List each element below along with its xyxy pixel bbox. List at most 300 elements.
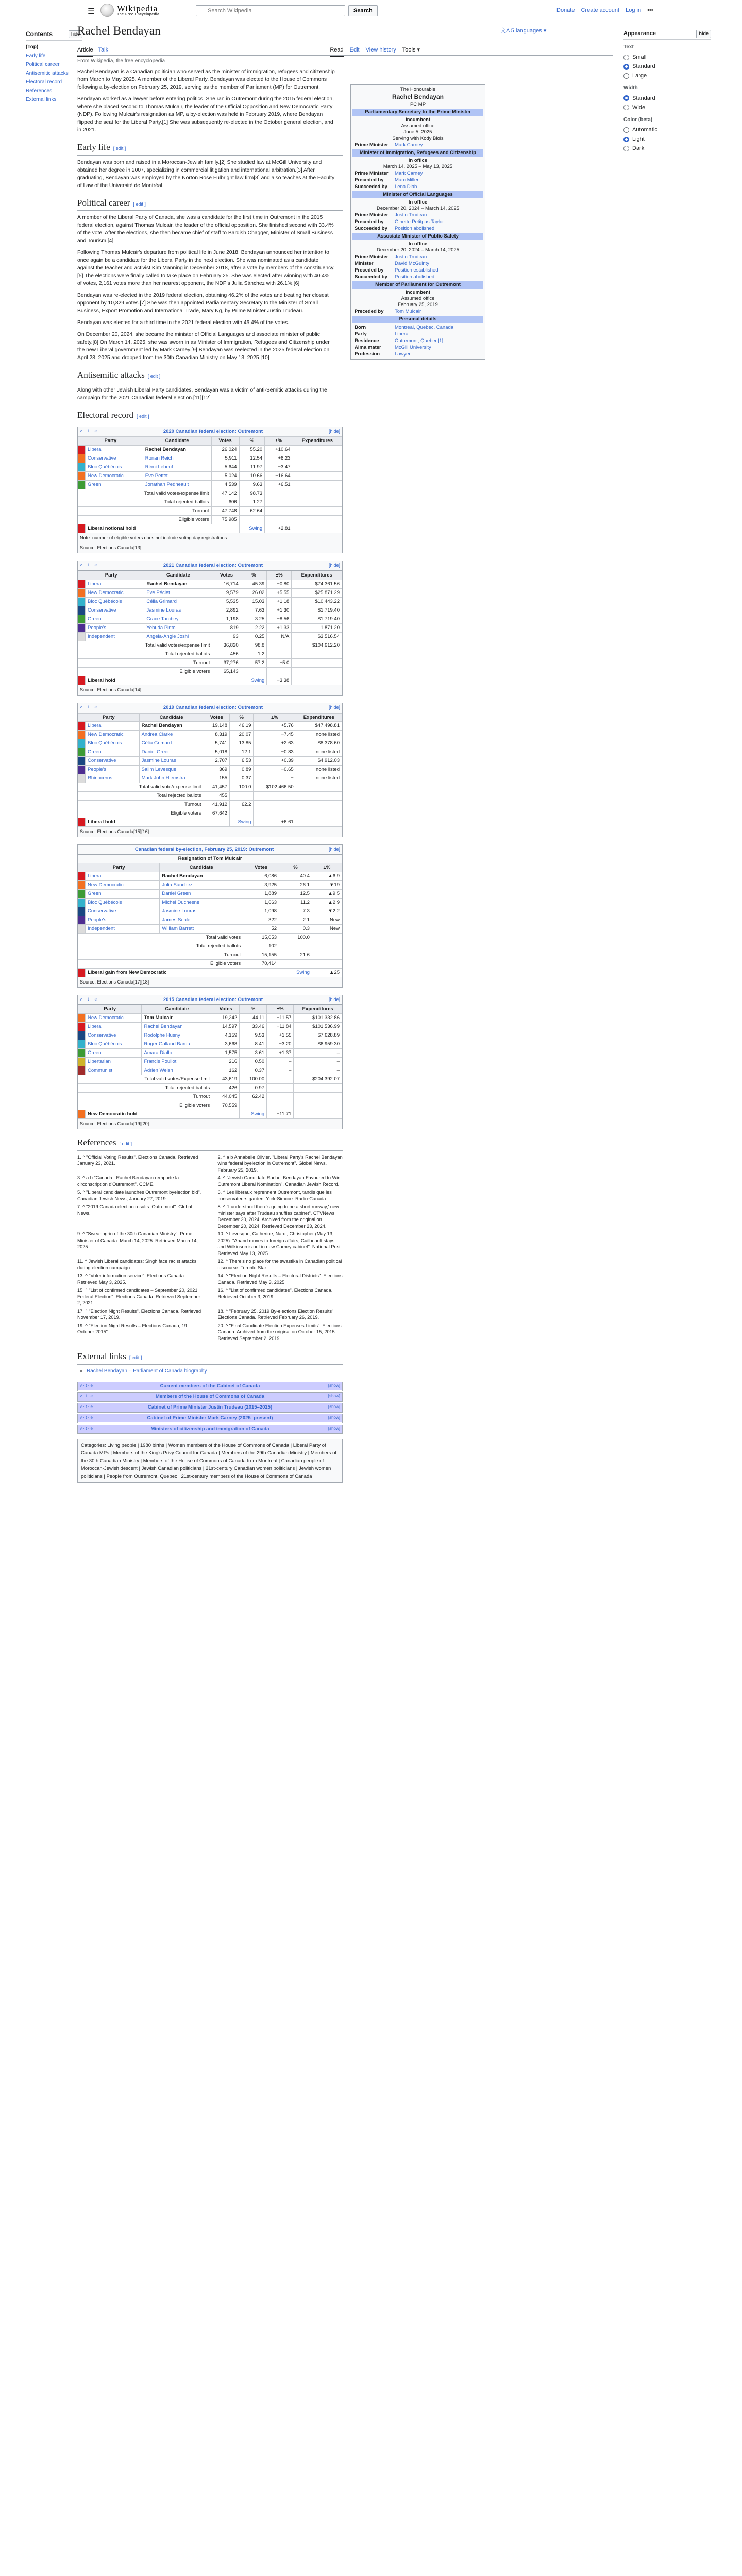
edit-link[interactable]: [ edit ] — [113, 146, 126, 151]
column-header: Party — [78, 713, 140, 722]
toc-item[interactable]: (Top) — [26, 44, 39, 50]
candidate-name[interactable]: Jasmine Louras — [144, 606, 212, 615]
summary-row — [78, 516, 342, 524]
tab-read[interactable]: Read — [330, 46, 343, 57]
radio-option[interactable] — [623, 94, 711, 103]
site-header — [0, 0, 742, 21]
election-source[interactable]: Source: Elections Canada[17][18] — [80, 979, 149, 985]
infobox-section-header: Parliamentary Secretary to the Prime Minister — [352, 109, 483, 116]
infobox-value[interactable]: Justin Trudeau — [395, 254, 427, 260]
candidate-name[interactable]: Angela-Angie Joshi — [144, 632, 212, 641]
width-label: Width — [623, 85, 638, 91]
party-name[interactable]: Liberal — [86, 872, 160, 880]
vte-links[interactable]: v · t · e — [80, 1426, 93, 1431]
election-source[interactable]: Source: Elections Canada[13] — [80, 545, 142, 551]
toc-item[interactable]: Early life — [26, 53, 46, 59]
candidate-name[interactable]: Daniel Green — [160, 889, 243, 898]
summary-value: $204,392.07 — [294, 1075, 342, 1084]
infobox-value[interactable]: Mark Carney — [395, 171, 423, 177]
radio-icon[interactable] — [623, 127, 629, 133]
external-link[interactable]: Rachel Bendayan – Parliament of Canada biography — [87, 1368, 207, 1375]
tab-article[interactable]: Article — [77, 46, 93, 57]
candidate-name[interactable]: Adrien Welsh — [142, 1066, 212, 1075]
party-name[interactable]: Bloc Québécois — [86, 1040, 142, 1049]
radio-option[interactable] — [623, 103, 711, 112]
summary-value: 102 — [243, 942, 279, 951]
login-link[interactable]: Log in — [626, 7, 642, 13]
party-name[interactable]: Liberal — [86, 722, 140, 731]
main-menu-icon[interactable]: ☰ — [88, 7, 95, 16]
candidate-name[interactable]: Rachel Bendayan — [142, 1023, 212, 1031]
hold-row — [78, 968, 342, 977]
toc-item[interactable]: Electoral record — [26, 79, 62, 86]
summary-label: Total rejected ballots — [78, 498, 212, 507]
table-cell: ▲2.9 — [312, 898, 342, 907]
candidate-name[interactable]: Amara Diallo — [142, 1049, 212, 1058]
reference-item[interactable]: 8. ^ "I understand there's going to be a short runway,' new minister says after Trudeau shuffles cabinet". CTVNews. December 20, 2024. Archived from the original on December 20, 2024. Retrieved December 23, 2024. — [217, 1204, 339, 1229]
radio-icon[interactable] — [623, 137, 629, 142]
party-name[interactable]: Green — [86, 1049, 142, 1058]
table-cell: none listed — [296, 748, 342, 757]
candidate-name[interactable]: Andrea Clarke — [139, 731, 204, 739]
party-name[interactable]: Bloc Québécois — [86, 739, 140, 748]
reference-item[interactable]: 14. ^ "Election Night Results – Electoral Districts". Elections Canada. Retrieved May 3, 2025. — [217, 1273, 343, 1285]
edit-link[interactable]: [ edit ] — [137, 413, 149, 419]
radio-icon[interactable] — [623, 64, 629, 70]
infobox-value[interactable]: Liberal — [395, 331, 410, 337]
swing-label[interactable]: Swing — [239, 524, 265, 533]
candidate-name[interactable]: Jonathan Pedneault — [143, 481, 211, 489]
party-color-swatch — [78, 676, 86, 685]
election-title[interactable]: 2021 Canadian federal election: Outremont — [163, 563, 263, 569]
reference-item[interactable]: 20. ^ "Final Candidate Election Expenses Limits". Elections Canada. Archived from the original on October 15, 2015. Retrieved September 2, 2019. — [217, 1323, 342, 1341]
reference-item[interactable]: 12. ^ There's no place for the swastika in Canadian political discourse. Toronto Star — [217, 1259, 342, 1270]
party-name[interactable]: New Democratic — [86, 731, 140, 739]
table-cell: +1.37 — [267, 1049, 294, 1058]
infobox-key: Succeeded by — [355, 274, 387, 280]
party-name[interactable]: New Democratic — [86, 472, 143, 481]
candidate-name[interactable]: Rachel Bendayan — [144, 580, 212, 588]
page-title: Rachel Bendayan — [77, 24, 161, 37]
election-caption — [78, 995, 342, 1005]
party-name[interactable]: Conservative — [86, 606, 144, 615]
reference-item[interactable]: 2. ^ a b Annabelle Olivier. "Liberal Party's Rachel Bendayan wins federal byelection in Outremont". Global News, February 25, 2019. — [217, 1154, 343, 1173]
table-cell: – — [294, 1049, 342, 1058]
column-header: ±% — [267, 571, 292, 580]
infobox-value[interactable]: McGill University — [395, 345, 431, 351]
tab-history[interactable]: View history — [365, 47, 396, 53]
reference-item[interactable]: 1. ^ "Official Voting Results". Elections Canada. Retrieved January 23, 2021. — [77, 1154, 198, 1166]
radio-icon[interactable] — [623, 55, 629, 60]
navbox-title[interactable]: Current members of the Cabinet of Canada — [160, 1383, 260, 1389]
summary-value: 75,985 — [211, 516, 239, 524]
summary-value: 1.2 — [241, 650, 267, 658]
table-cell: 0.37 — [240, 1066, 267, 1075]
table-cell: 216 — [212, 1058, 240, 1066]
column-header: % — [240, 1005, 267, 1014]
summary-row — [78, 933, 342, 942]
summary-label: Turnout — [78, 801, 204, 809]
table-cell: $4,912.03 — [296, 757, 342, 766]
more-options-icon[interactable]: ••• — [647, 7, 653, 13]
toc-item[interactable]: Political career — [26, 62, 60, 68]
infobox-row — [352, 212, 483, 218]
reference-item[interactable]: 10. ^ Levesque, Catherine; Nardi, Christopher (May 13, 2025). "Anand moves to foreign affairs, Guilbeault stays and Wilkinson is out in new Carney cabinet". National Post. Retrieved May 13, 2025. — [217, 1231, 342, 1256]
vte-links[interactable]: v · t · e — [80, 704, 97, 709]
table-cell: 26.1 — [279, 880, 312, 889]
summary-row — [78, 658, 342, 667]
hold-row — [78, 818, 342, 827]
radio-icon[interactable] — [623, 105, 629, 110]
infobox-row — [352, 274, 483, 280]
swing-label[interactable]: Swing — [230, 818, 254, 827]
table-cell — [293, 446, 342, 454]
infobox-date: June 5, 2025 — [403, 129, 432, 135]
reference-item[interactable]: 18. ^ "February 25, 2019 By-elections Election Results". Elections Canada. Retrieved February 26, 2019. — [217, 1308, 335, 1320]
summary-value: $102,466.50 — [254, 783, 296, 792]
navbox-show-button[interactable]: [show] — [328, 1404, 340, 1410]
hold-row — [78, 1110, 342, 1119]
party-name[interactable]: People's — [86, 623, 144, 632]
candidate-name[interactable]: Grace Tarabey — [144, 615, 212, 623]
party-name[interactable]: Green — [86, 889, 160, 898]
radio-icon[interactable] — [623, 146, 629, 151]
infobox-value[interactable]: Position abolished — [395, 226, 435, 232]
column-header: Votes — [211, 437, 239, 446]
infobox-section-header: Minister of Official Languages — [352, 191, 483, 198]
table-cell: N/A — [267, 632, 292, 641]
radio-option[interactable] — [623, 144, 711, 153]
tab-edit[interactable]: Edit — [349, 47, 360, 53]
candidate-name[interactable]: William Barrett — [160, 924, 243, 933]
candidate-name[interactable]: James Seale — [160, 916, 243, 924]
candidate-name[interactable]: Salim Levesque — [139, 766, 204, 774]
navbox-show-button[interactable]: [show] — [328, 1394, 340, 1399]
party-name[interactable]: Rhinoceros — [86, 774, 140, 783]
heading-early-life: Early life [ edit ] — [77, 141, 343, 156]
hide-button[interactable]: [hide] — [328, 846, 340, 852]
navbox-title[interactable]: Cabinet of Prime Minister Mark Carney (2025–present) — [147, 1415, 273, 1421]
summary-value: 62.64 — [239, 507, 265, 516]
summary-value: 100.0 — [230, 783, 254, 792]
results-table — [78, 436, 342, 533]
party-name[interactable]: Green — [86, 481, 143, 489]
infobox-value[interactable]: Montreal, Quebec, Canada — [395, 325, 454, 331]
party-name[interactable]: Libertarian — [86, 1058, 142, 1066]
radio-icon[interactable] — [623, 73, 629, 79]
candidate-name[interactable]: Jasmine Louras — [139, 757, 204, 766]
party-name[interactable]: Independent — [86, 924, 160, 933]
reference-item[interactable]: 16. ^ "List of confirmed candidates". Elections Canada. Retrieved October 3, 2019. — [217, 1287, 333, 1299]
radio-option[interactable] — [623, 53, 711, 62]
infobox-value[interactable]: Lawyer — [395, 351, 411, 358]
radio-option[interactable] — [623, 71, 711, 80]
vte-links[interactable]: v · t · e — [80, 996, 97, 1002]
infobox-value[interactable]: David McGuinty — [395, 261, 430, 267]
hold-empty — [294, 1110, 342, 1119]
search-button[interactable]: Search — [348, 5, 378, 16]
toc-item[interactable]: References — [26, 88, 53, 94]
reference-item[interactable]: 15. ^ "List of confirmed candidates – September 20, 2021 Federal Election". Elections Canada. Retrieved September 2, 2021. — [77, 1287, 200, 1306]
navbox-show-button[interactable]: [show] — [328, 1383, 340, 1388]
party-name[interactable]: Conservative — [86, 757, 140, 766]
infobox-row — [352, 337, 483, 344]
table-cell: 4,159 — [212, 1031, 240, 1040]
candidate-name[interactable]: Roger Galland Barou — [142, 1040, 212, 1049]
infobox-value[interactable]: Mark Carney — [395, 142, 423, 148]
hold-empty — [292, 676, 342, 685]
infobox-date: Serving with Kody Blois — [392, 135, 444, 142]
table-cell: $74,361.56 — [292, 580, 342, 588]
reference-item[interactable]: 3. ^ a b "Canada : Rachel Bendayan remporte la circonscription d'Outremont". CCME. — [77, 1175, 179, 1187]
category-links[interactable]: Categories: Living people | 1980 births | Women members of the House of Commons of Canada | Liberal Party of Canada MPs | Members of the King's Privy Council for Canada | Members of the 29th Canadian Ministry | Members of the 30th Canadian Ministry | Members of the House of Commons of Canada from Montreal | Canadian people of Moroccan-Jewish descent | Jewish Canadian politicians | 21st-century Canadian women politicians | Jewish women politicians | People from Outremont, Quebec | 21st-century members of the House of Commons of Canada — [77, 1439, 343, 1483]
reference-item[interactable]: 13. ^ "Voter information service". Elections Canada. Retrieved May 3, 2025. — [77, 1273, 185, 1285]
infobox-date: March 14, 2025 – May 13, 2025 — [383, 164, 453, 170]
navbox-title[interactable]: Members of the House of Commons of Canada — [155, 1394, 265, 1400]
table-cell: −0.83 — [254, 748, 296, 757]
party-name[interactable]: Communist — [86, 1066, 142, 1075]
reference-item[interactable]: 6. ^ Les libéraux reprennent Outremont, tandis que les conservateurs gardent York-Simcoe. Radio-Canada. — [217, 1190, 332, 1201]
infobox-value[interactable]: Justin Trudeau — [395, 212, 427, 218]
reference-item[interactable]: 19. ^ "Election Night Results – Elections Canada, 19 October 2015". — [77, 1323, 187, 1335]
hold-label: Liberal hold — [86, 676, 241, 685]
table-cell: 0.25 — [241, 632, 267, 641]
party-name[interactable]: Bloc Québécois — [86, 463, 143, 472]
infobox-key: Prime Minister — [355, 254, 389, 260]
infobox-key: Preceded by — [355, 219, 384, 225]
summary-label: Total valid votes — [78, 933, 243, 942]
column-header: Party — [78, 571, 144, 580]
party-name[interactable]: New Democratic — [86, 880, 160, 889]
party-name[interactable]: Liberal — [86, 580, 144, 588]
candidate-name[interactable]: Julia Sánchez — [160, 880, 243, 889]
candidate-name[interactable]: Eve Péclet — [144, 588, 212, 597]
table-cell: 3.25 — [241, 615, 267, 623]
party-color-swatch — [78, 722, 86, 731]
table-cell: +6.51 — [265, 481, 293, 489]
candidate-name[interactable]: Rachel Bendayan — [160, 872, 243, 880]
wikipedia-logo[interactable] — [100, 4, 159, 17]
appearance-hide-button[interactable]: hide — [696, 30, 711, 38]
candidate-name[interactable]: Francis Pouliot — [142, 1058, 212, 1066]
infobox-value[interactable]: Position abolished — [395, 274, 435, 280]
table-row — [78, 1066, 342, 1075]
table-cell: +0.39 — [254, 757, 296, 766]
election-source[interactable]: Source: Elections Canada[14] — [80, 687, 142, 692]
reference-item[interactable]: 7. ^ "2019 Canada election results: Outremont". Global News. — [77, 1204, 192, 1216]
radio-option[interactable] — [623, 125, 711, 134]
tagline: The Free Encyclopedia — [117, 13, 160, 16]
party-name[interactable]: People's — [86, 766, 140, 774]
table-cell: +6.23 — [265, 454, 293, 463]
career-paragraph: A member of the Liberal Party of Canada, she was a candidate for the first time in Outremont in the 2015 federal election, against Thomas Mulcair, the leader of the official opposition. She finished second with 33.4% of the vote. After the elections, she then became chief of staff to Bardish Chagger, Minister of Small Business and Tourism.[4] — [77, 215, 334, 244]
infobox-value[interactable]: Marc Miller — [395, 177, 419, 183]
hide-button[interactable]: [hide] — [328, 996, 340, 1002]
table-cell: 7.63 — [241, 606, 267, 615]
edit-link[interactable]: [ edit ] — [147, 374, 161, 379]
table-cell: 9.53 — [240, 1031, 267, 1040]
edit-link[interactable]: [ edit ] — [129, 1355, 142, 1361]
table-cell — [293, 454, 342, 463]
party-name[interactable]: Bloc Québécois — [86, 898, 160, 907]
summary-value — [292, 650, 342, 658]
party-color-swatch — [78, 766, 86, 774]
column-header: Votes — [212, 571, 241, 580]
edit-link[interactable]: [ edit ] — [119, 1141, 132, 1147]
column-header: ±% — [265, 437, 293, 446]
vte-links[interactable]: v · t · e — [80, 1383, 93, 1388]
table-cell: − — [254, 774, 296, 783]
party-name[interactable]: Green — [86, 615, 144, 623]
election-title[interactable]: 2020 Canadian federal election: Outremont — [163, 428, 263, 434]
party-name[interactable]: Liberal — [86, 446, 143, 454]
candidate-name[interactable]: Mark John Hiemstra — [139, 774, 204, 783]
party-name[interactable]: Conservative — [86, 454, 143, 463]
party-name[interactable]: New Democratic — [86, 588, 144, 597]
hide-button[interactable]: [hide] — [328, 704, 340, 710]
tab-talk[interactable]: Talk — [98, 47, 109, 53]
column-header: % — [239, 437, 265, 446]
reference-item[interactable]: 4. ^ "Jewish Candidate Rachel Bendayan Favoured to Win Outremont Liberal Nomination". Canadian Jewish Record. — [217, 1175, 341, 1187]
table-cell: 2,707 — [204, 757, 230, 766]
radio-label: Automatic — [632, 127, 657, 133]
edit-link[interactable]: [ edit ] — [133, 201, 146, 207]
summary-value — [312, 933, 342, 942]
party-name[interactable]: Liberal — [86, 1023, 142, 1031]
party-name[interactable]: Conservative — [86, 907, 160, 916]
navbox-title[interactable]: Cabinet of Prime Minister Justin Trudeau (2015–2025) — [147, 1404, 273, 1411]
summary-label: Eligible voters — [78, 516, 212, 524]
election-title[interactable]: 2019 Canadian federal election: Outremont — [163, 704, 263, 710]
infobox-date: February 25, 2019 — [398, 302, 438, 308]
heading-political-career: Political career [ edit ] — [77, 197, 343, 211]
summary-value: 455 — [204, 792, 230, 801]
navbox-show-button[interactable]: [show] — [328, 1426, 340, 1431]
radio-icon[interactable] — [623, 95, 629, 101]
candidate-name[interactable]: Ronan Reich — [143, 454, 211, 463]
vte-links[interactable]: v · t · e — [80, 563, 97, 568]
table-cell: 7.3 — [279, 907, 312, 916]
candidate-name[interactable]: Rachel Bendayan — [143, 446, 211, 454]
language-button[interactable]: 文A 5 languages ▾ — [500, 28, 547, 34]
summary-value — [230, 792, 254, 801]
reference-item[interactable]: 5. ^ "Liberal candidate launches Outremont byelection bid". Canadian Jewish News, January 27, 2019. — [77, 1190, 201, 1201]
party-color-swatch — [78, 907, 86, 916]
candidate-name[interactable]: Daniel Green — [139, 748, 204, 757]
results-table — [78, 713, 342, 827]
candidate-name[interactable]: Michel Duchesne — [160, 898, 243, 907]
party-name[interactable]: People's — [86, 916, 160, 924]
candidate-name[interactable]: Yehuda Pinto — [144, 623, 212, 632]
party-color-swatch — [78, 446, 86, 454]
infobox-section-header: Personal details — [352, 316, 483, 323]
candidate-name[interactable]: Rémi Lebeuf — [143, 463, 211, 472]
swing-label[interactable]: Swing — [279, 968, 312, 977]
vte-links[interactable]: v · t · e — [80, 1404, 93, 1410]
summary-value: 44,045 — [212, 1093, 240, 1101]
table-cell: −11.57 — [267, 1014, 294, 1023]
hide-button[interactable]: [hide] — [328, 428, 340, 434]
hide-button[interactable]: [hide] — [328, 563, 340, 568]
election-source[interactable]: Source: Elections Canada[19][20] — [80, 1121, 149, 1127]
election-title[interactable]: Canadian federal by-election, February 25, 2019: Outremont — [134, 846, 274, 853]
radio-option[interactable] — [623, 134, 711, 144]
infobox-value[interactable]: Tom Mulcair — [395, 309, 421, 315]
party-name[interactable]: Bloc Québécois — [86, 597, 144, 606]
table-cell: 8,319 — [204, 731, 230, 739]
table-cell: ▼2.2 — [312, 907, 342, 916]
hold-row — [78, 676, 342, 685]
table-cell: 4,539 — [211, 481, 239, 489]
career-paragraph: Bendayan was re-elected in the 2019 federal election, obtaining 46.2% of the votes and beating her closest opponent by 10,829 votes.[7] She was then appointed Parliamentary Secretary to the Minister of Small Business, Export Promotion and International Trade, Mary Ng, by Prime Minister Justin Trudeau. — [77, 293, 329, 314]
infobox-row — [352, 253, 483, 260]
summary-row — [78, 667, 342, 676]
navboxes — [77, 1382, 613, 1434]
infobox-value[interactable]: Lena Diab — [395, 184, 417, 190]
summary-row — [78, 801, 342, 809]
party-color-swatch — [78, 1066, 86, 1075]
summary-empty — [265, 498, 293, 507]
election-source[interactable]: Source: Elections Canada[15][16] — [80, 829, 149, 835]
navbox-title[interactable]: Ministers of citizenship and immigration of Canada — [150, 1426, 269, 1432]
party-name[interactable]: Independent — [86, 632, 144, 641]
table-cell: 9,579 — [212, 588, 241, 597]
reference-item[interactable]: 11. ^ Jewish Liberal candidates: Singh face racist attacks during election campaign — [77, 1259, 197, 1270]
swing-label[interactable]: Swing — [240, 1110, 267, 1119]
vte-links[interactable]: v · t · e — [80, 428, 97, 433]
tab-tools[interactable]: Tools ▾ — [402, 47, 420, 53]
candidate-name[interactable]: Rachel Bendayan — [139, 722, 204, 731]
navbox-show-button[interactable]: [show] — [328, 1415, 340, 1420]
vte-links[interactable]: v · t · e — [80, 1415, 93, 1420]
party-name[interactable]: Conservative — [86, 1031, 142, 1040]
reference-item[interactable]: 17. ^ "Election Night Results". Elections Canada. Retrieved November 17, 2019. — [77, 1308, 201, 1320]
infobox-key: Preceded by — [355, 177, 384, 183]
candidate-name[interactable]: Jasmine Louras — [160, 907, 243, 916]
election-title[interactable]: 2015 Canadian federal election: Outremont — [163, 996, 263, 1003]
column-header: Expenditures — [294, 1005, 342, 1014]
candidate-name[interactable]: Célia Grimard — [139, 739, 204, 748]
party-color-swatch — [78, 606, 86, 615]
create-account-link[interactable]: Create account — [581, 7, 620, 13]
infobox-value[interactable]: Outremont, Quebec[1] — [395, 338, 443, 344]
infobox-value[interactable]: Ginette Petitpas Taylor — [395, 219, 444, 225]
donate-link[interactable]: Donate — [556, 7, 575, 13]
candidate-name[interactable]: Tom Mulcair — [142, 1014, 212, 1023]
toc-item[interactable]: External links — [26, 97, 57, 103]
party-name[interactable]: Green — [86, 748, 140, 757]
table-row — [78, 748, 342, 757]
reference-item[interactable]: 9. ^ "Swearing-in of the 30th Canadian Ministry". Prime Minister of Canada. March 14, 2025. Retrieved March 14, 2025. — [77, 1231, 198, 1250]
party-name[interactable]: New Democratic — [86, 1014, 142, 1023]
swing-label[interactable]: Swing — [241, 676, 267, 685]
infobox-value[interactable]: Position established — [395, 267, 439, 274]
table-cell: 2,892 — [212, 606, 241, 615]
toc-hide-button[interactable]: hide — [69, 30, 82, 38]
table-row — [78, 766, 342, 774]
swing-value: −11.71 — [267, 1110, 294, 1119]
search-input[interactable] — [196, 5, 345, 16]
summary-value — [254, 809, 296, 818]
radio-option[interactable] — [623, 62, 711, 71]
summary-value: 456 — [212, 650, 241, 658]
toc-item[interactable]: Antisemitic attacks — [26, 71, 69, 77]
candidate-name[interactable]: Eve Pettet — [143, 472, 211, 481]
candidate-name[interactable]: Rodolphe Husny — [142, 1031, 212, 1040]
election-table — [77, 427, 343, 554]
vte-links[interactable]: v · t · e — [80, 1394, 93, 1399]
candidate-name[interactable]: Célia Grimard — [144, 597, 212, 606]
